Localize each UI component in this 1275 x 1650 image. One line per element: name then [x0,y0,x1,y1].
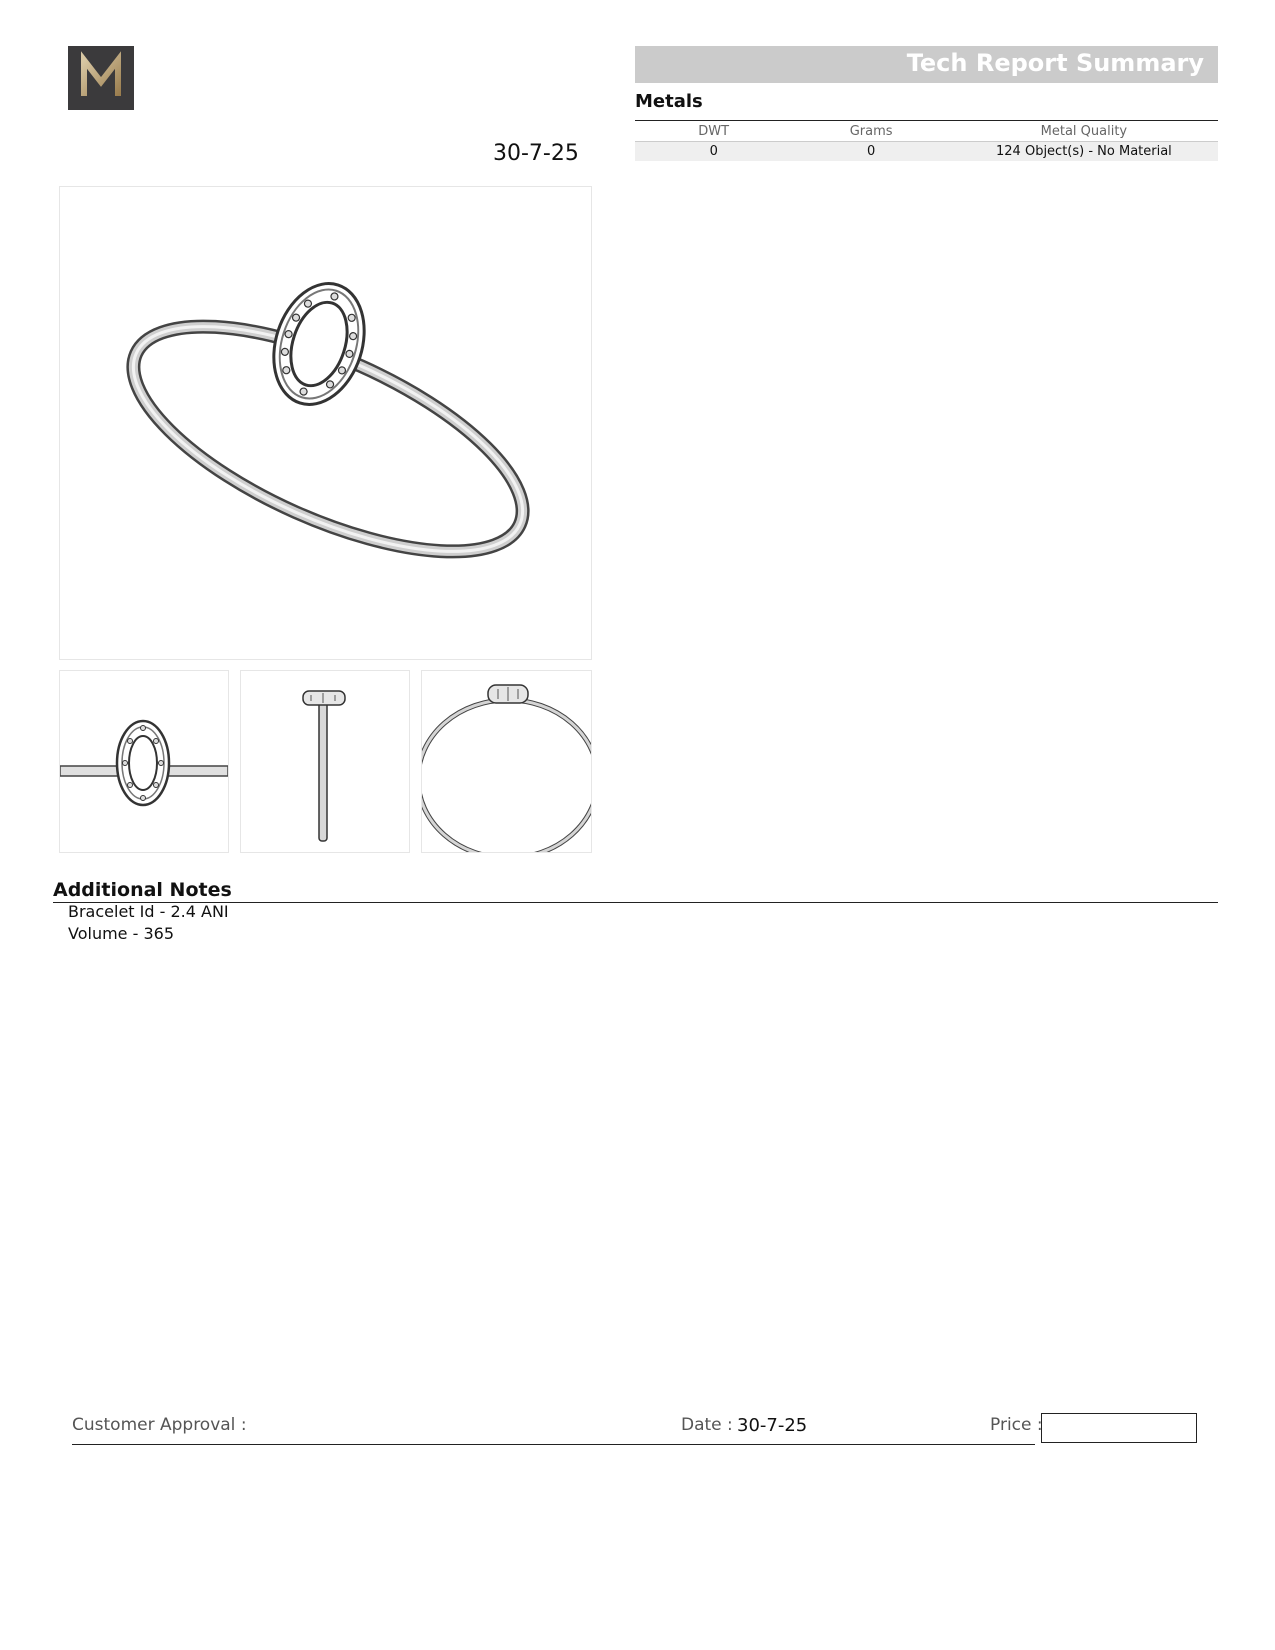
metals-header-row [635,121,1218,142]
date-value: 30-7-25 [737,1415,808,1436]
metals-table [635,121,1218,161]
price-label: Price : [990,1415,1043,1435]
m-logo-icon [68,46,134,110]
company-logo [68,46,134,110]
thumbnail-side-view [240,670,410,853]
thumbnail-front-view [59,670,229,853]
table-row [635,142,1218,162]
signature-line[interactable] [72,1444,1035,1445]
note-volume: Volume - 365 [68,924,174,943]
thumbnail-top-view [421,670,592,853]
col-header-dwt: DWT [698,123,730,139]
report-title: Tech Report Summary [906,49,1204,77]
cell-grams: 0 [792,142,949,162]
cell-metal-quality: 124 Object(s) - No Material [950,142,1218,162]
customer-approval-label: Customer Approval : [72,1415,247,1435]
header-bar [635,46,1218,83]
metals-heading: Metals [635,91,703,112]
note-bracelet-id: Bracelet Id - 2.4 ANI [68,902,229,921]
bracelet-front-icon [60,671,228,852]
report-date: 30-7-25 [493,141,579,166]
price-field[interactable] [1041,1413,1197,1443]
cell-dwt: 0 [635,142,792,162]
bracelet-top-icon [422,671,591,852]
bracelet-perspective-icon [60,187,591,659]
date-label: Date : [681,1415,733,1435]
col-header-metal-quality: Metal Quality [1040,123,1128,139]
col-header-grams: Grams [849,123,893,139]
bracelet-side-icon [241,671,409,852]
main-render-image [59,186,592,660]
notes-heading: Additional Notes [53,879,232,901]
